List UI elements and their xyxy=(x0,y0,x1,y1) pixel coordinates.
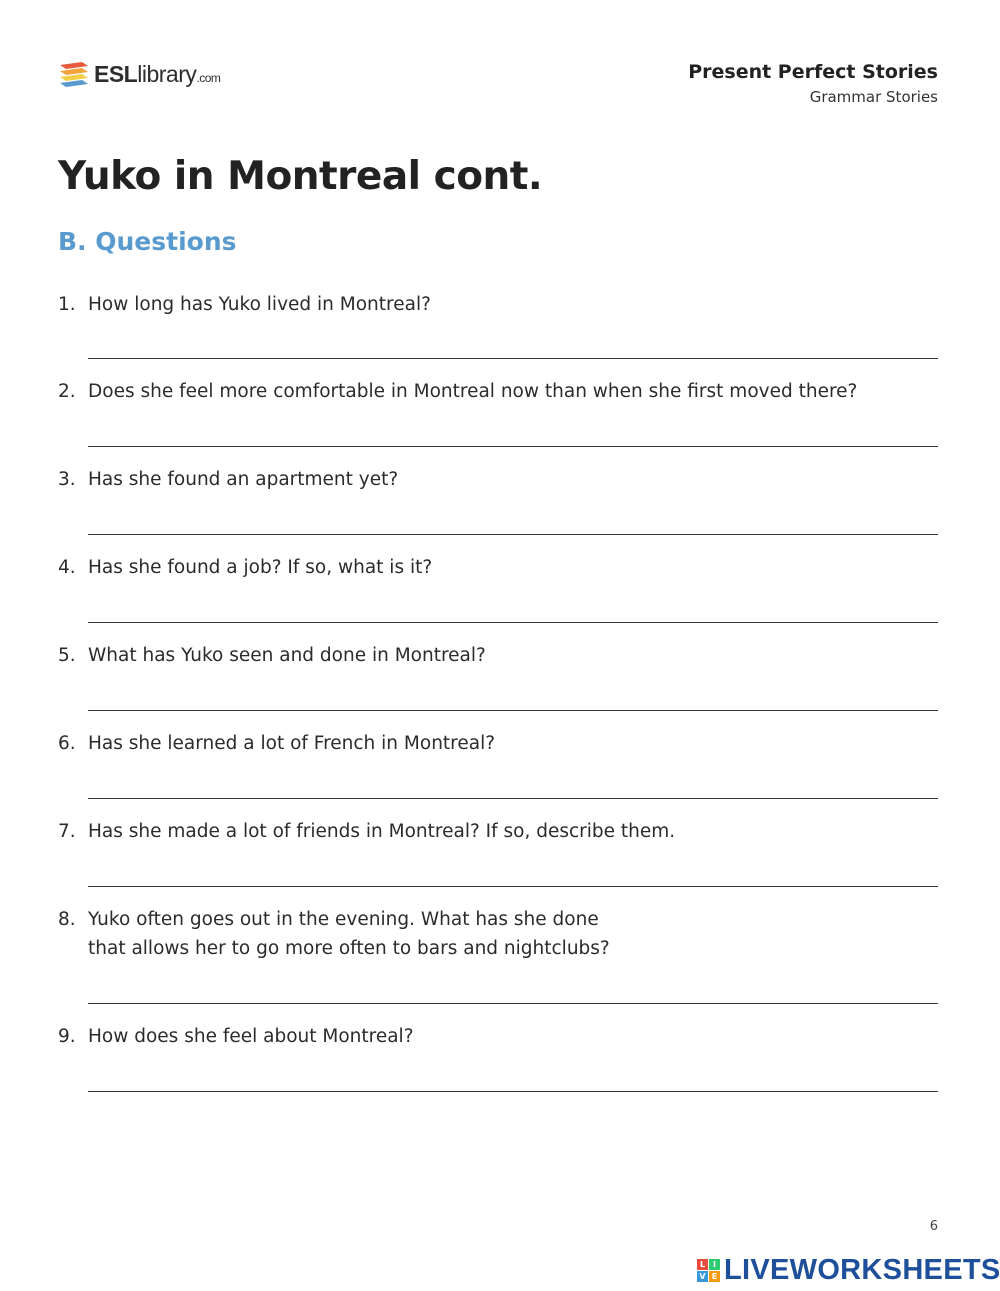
question-text: Has she found a job? If so, what is it? xyxy=(88,557,433,578)
grid-letter: E xyxy=(709,1271,720,1282)
question-number: 1. xyxy=(58,294,76,315)
question-number: 2. xyxy=(58,381,76,402)
question-number: 6. xyxy=(58,733,76,754)
question-text: Has she made a lot of friends in Montreal? If so, describe them. xyxy=(88,821,676,842)
question-text: Has she learned a lot of French in Montreal? xyxy=(88,733,496,754)
question-text: Has she found an apartment yet? xyxy=(88,469,399,490)
question-5 xyxy=(58,641,938,670)
question-4 xyxy=(58,553,938,582)
question-text: How does she feel about Montreal? xyxy=(88,1026,414,1047)
question-1 xyxy=(58,290,938,319)
question-7 xyxy=(58,817,938,846)
question-3 xyxy=(58,465,938,494)
question-text: Does she feel more comfortable in Montreal now than when she first moved there? xyxy=(88,381,858,402)
page-title: Yuko in Montreal cont. xyxy=(58,154,543,199)
liveworksheets-grid-icon xyxy=(697,1259,720,1282)
question-text: How long has Yuko lived in Montreal? xyxy=(88,294,431,315)
logo-esl: ESL xyxy=(94,60,138,87)
answer-line-9[interactable] xyxy=(88,1091,938,1092)
answer-line-2[interactable] xyxy=(88,446,938,447)
question-6 xyxy=(58,729,938,758)
answer-line-7[interactable] xyxy=(88,886,938,887)
answer-line-8[interactable] xyxy=(88,1003,938,1004)
esl-library-logo xyxy=(58,58,220,90)
answer-line-5[interactable] xyxy=(88,710,938,711)
logo-com: .com xyxy=(196,70,221,85)
question-number: 4. xyxy=(58,557,76,578)
answer-line-4[interactable] xyxy=(88,622,938,623)
question-number: 7. xyxy=(58,821,76,842)
logo-library: library xyxy=(137,60,197,87)
stacked-books-icon xyxy=(58,59,90,89)
question-text: Yuko often goes out in the evening. What has she done that allows her to go more often to bars and nightclubs? xyxy=(88,909,610,959)
question-8 xyxy=(58,905,938,963)
logo-wordmark xyxy=(94,60,221,87)
answer-line-1[interactable] xyxy=(88,358,938,359)
answer-line-6[interactable] xyxy=(88,798,938,799)
question-number: 8. xyxy=(58,909,76,930)
question-text: What has Yuko seen and done in Montreal? xyxy=(88,645,486,666)
question-2 xyxy=(58,377,938,406)
header-subtitle: Grammar Stories xyxy=(809,87,938,106)
question-number: 5. xyxy=(58,645,76,666)
page-number: 6 xyxy=(929,1219,938,1234)
question-number: 9. xyxy=(58,1026,76,1047)
question-9 xyxy=(58,1022,938,1051)
liveworksheets-logo[interactable] xyxy=(697,1256,1000,1285)
liveworksheets-wordmark: LIVEWORKSHEETS xyxy=(724,1254,1000,1286)
grid-letter: V xyxy=(697,1271,708,1282)
header-title: Present Perfect Stories xyxy=(688,61,938,83)
grid-letter: I xyxy=(709,1259,720,1270)
header-info xyxy=(688,61,938,106)
section-title: B. Questions xyxy=(58,227,237,256)
answer-line-3[interactable] xyxy=(88,534,938,535)
question-number: 3. xyxy=(58,469,76,490)
grid-letter: L xyxy=(697,1259,708,1270)
